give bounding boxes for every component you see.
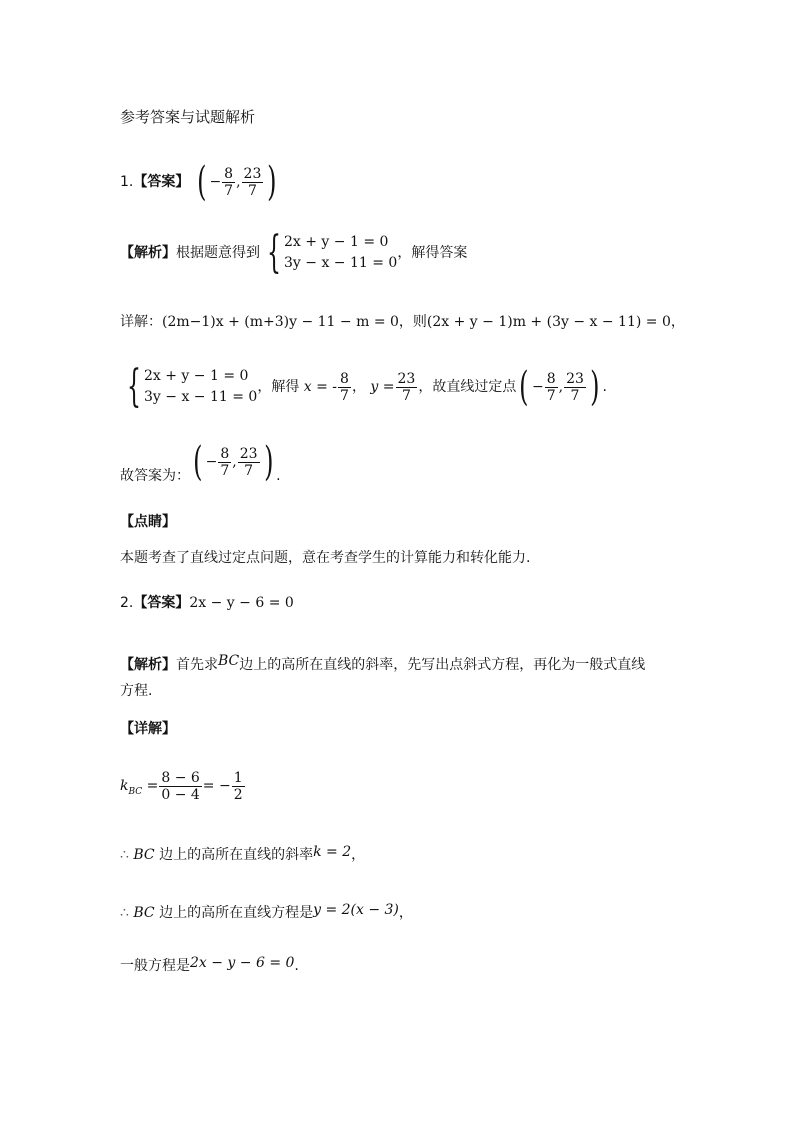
bc-symbol: BC (218, 653, 240, 669)
step2-text: 边上的高所在直线方程是 (159, 905, 314, 921)
step3-line (120, 953, 299, 976)
step3-end: . (294, 958, 299, 974)
left-paren: ( (519, 364, 529, 410)
analysis-tag: 【解析】 (120, 245, 176, 261)
system-eq1: 2x + y − 1 = 0 (284, 234, 389, 250)
tip-tag: 【点睛】 (120, 514, 176, 530)
q1-answer-tag: 【答案】 (133, 174, 190, 190)
equation-system-2 (120, 361, 258, 412)
analysis-text: 根据题意得到 (176, 245, 260, 261)
equals-sign: = (146, 778, 159, 794)
final-label: 故答案为： (120, 468, 190, 484)
q1-analysis-line (120, 227, 468, 278)
x-fraction: $\frac{8}{7}$ (224, 165, 234, 199)
q2-analysis-line2: 方程. (120, 683, 153, 699)
x-label: x = - (303, 379, 338, 395)
slope-result-fraction: $\frac{1}{2}$ (233, 769, 243, 803)
step3-eq: 2x − y − 6 = 0 (190, 955, 295, 971)
point-x-fraction: $\frac{8}{7}$ (546, 370, 556, 404)
q2-analysis-line1: 边上的高所在直线的斜率，先写出点斜式方程，再化为一般式直线 (239, 657, 646, 673)
k-subscript: BC (128, 787, 143, 797)
comma: , (232, 454, 237, 470)
y-fraction: $\frac{23}{7}$ (243, 165, 262, 199)
step2-end: ， (398, 905, 413, 921)
q2-answer-eq: 2x − y − 6 = 0 (189, 595, 294, 611)
q2-answer-line (120, 593, 294, 613)
q1-detail-line (120, 312, 685, 332)
y-label: y = (370, 379, 395, 395)
q1-final-line (120, 439, 281, 496)
q1-answer-line (120, 159, 280, 205)
detail-end: ， (670, 314, 685, 330)
q2-dot: . (128, 595, 134, 611)
system-eq1-b: 2x + y − 1 = 0 (144, 368, 249, 384)
tip-text: 本题考查了直线过定点问题，意在考查学生的计算能力和转化能力. (120, 550, 531, 566)
step2-eq: y = 2(x − 3) (313, 902, 399, 918)
q2-analysis-line (120, 651, 645, 675)
bc-symbol: BC (133, 847, 155, 863)
comma: , (558, 379, 564, 395)
comma-sep: ， (351, 379, 366, 395)
detail-mid: ，则 (398, 314, 427, 330)
right-paren: ) (590, 364, 600, 410)
system-eq2-b: 3y − x − 11 = 0 (144, 389, 258, 405)
right-paren: ) (267, 159, 277, 205)
analysis-tail: ，解得答案 (397, 245, 468, 261)
detail-eq: (2m−1)x + (m+3)y − 11 − m = 0 (162, 314, 399, 330)
step1-line (120, 842, 365, 865)
solve-word: ，解得 (257, 379, 300, 395)
system-eq2: 3y − x − 11 = 0 (284, 255, 398, 271)
bc-symbol: BC (133, 905, 155, 921)
step2-line (120, 900, 413, 923)
slope-line (120, 766, 246, 812)
x-value-fraction: $\frac{8}{7}$ (340, 370, 349, 404)
therefore-icon: ∴ (120, 847, 129, 863)
y-value-fraction: $\frac{23}{7}$ (397, 370, 416, 404)
step1-eq: k = 2 (313, 844, 352, 860)
comma: , (236, 174, 241, 190)
k-label: k (120, 778, 129, 794)
left-paren: ( (196, 159, 207, 205)
q1-dot: . (128, 174, 134, 190)
equation-system (260, 227, 398, 278)
q2-answer-tag: 【答案】 (133, 595, 190, 611)
q2-number: 2 (120, 595, 129, 611)
slope-fraction: $\frac{8 - 6}{0 - 4}$ (161, 769, 200, 803)
brace-icon: { (127, 361, 141, 412)
step1-end: ， (351, 847, 366, 863)
detail-label: 详解： (120, 314, 162, 330)
equals-minus: = − (202, 778, 231, 794)
q2-analysis-tag: 【解析】 (120, 657, 176, 673)
left-paren: ( (193, 439, 203, 485)
q2-detail-tag: 【详解】 (120, 721, 176, 737)
therefore-icon: ∴ (120, 905, 129, 921)
minus-sign: − (205, 454, 218, 470)
minus-sign: − (209, 174, 222, 190)
right-paren: ) (263, 439, 274, 485)
step1-text: 边上的高所在直线的斜率 (159, 847, 314, 863)
period: . (276, 468, 281, 484)
section-title: 参考答案与试题解析 (120, 108, 256, 126)
q1-solve-line (120, 361, 607, 412)
step3-text: 一般方程是 (120, 958, 190, 974)
final-x-fraction: $\frac{8}{7}$ (220, 445, 230, 479)
final-y-fraction: $\frac{23}{7}$ (239, 445, 258, 479)
detail-eq2: (2x + y − 1)m + (3y − x − 11) = 0 (426, 314, 671, 330)
minus-sign: − (531, 379, 544, 395)
q1-number: 1 (120, 174, 129, 190)
fixed-point-text: ，故直线过定点 (418, 379, 517, 395)
point-y-fraction: $\frac{23}{7}$ (566, 370, 584, 404)
q2-analysis-pre: 首先求 (176, 657, 218, 673)
brace-icon: { (267, 227, 281, 278)
period: . (602, 379, 607, 395)
